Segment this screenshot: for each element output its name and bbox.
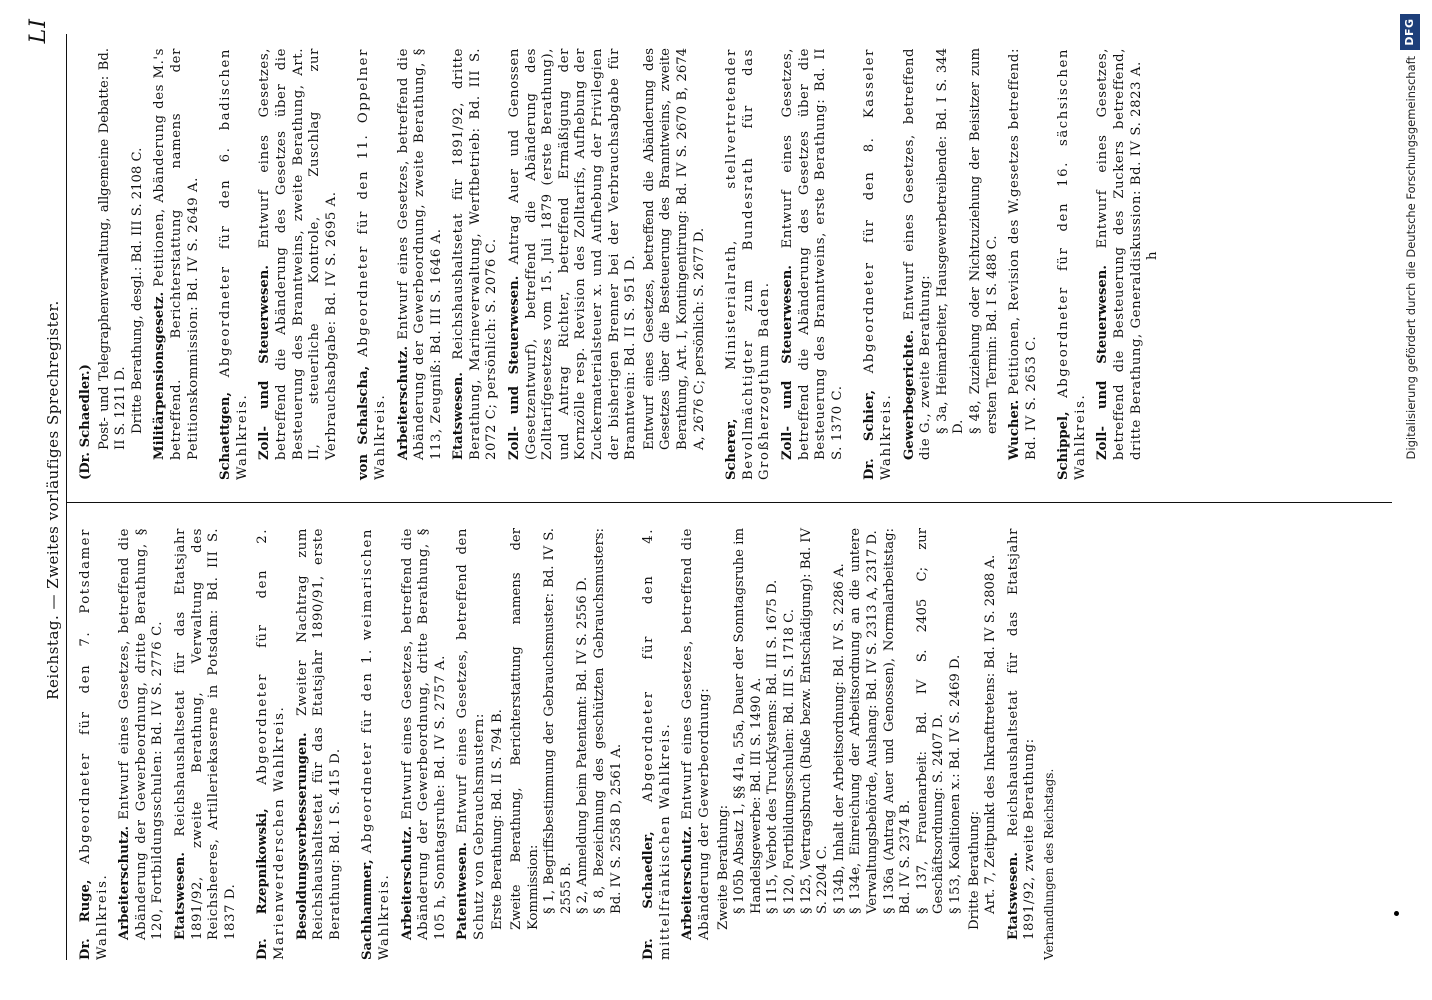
speaker-role: Ministerialrath, stellvertretender Bevollmächtigter zum Bundesrath für das Großherzogthum Baden. xyxy=(724,48,773,480)
speaker-role: Abgeordneter für den 6. badischen Wahlkreis. xyxy=(218,48,250,480)
reference-line: § 8, Bezeichnung des geschützten Gebrauchsmusters: Bd. IV S. 2558 D, 2561 A. xyxy=(592,528,624,914)
page-number: LI xyxy=(26,18,51,44)
speaker-entry-schaettgen xyxy=(218,48,340,480)
reference-text: Entwurf eines Gesetzes, betreffend die Abänderung der Gewerbeordnung, zweite Berathung, § 113, Zeugniß: Bd. III S. 1646 A. xyxy=(395,48,444,460)
reference-text: Antrag Auer und Genossen (Gesetzentwurf), betreffend die Abänderung des Zolltarifgesetzes vom 15. Juli 1879 (erste Berathung), und Antrag Richter, betreffend Ermäßigung der Kornzölle resp. Revision des Zolltarifs, Aufhebung der Zuckermaterialsteuer x. und Aufhebung der Privilegien der bisherigen Brenner bei der Verbrauchsabgabe für Branntwein: Bd. II S. 951 D. xyxy=(507,48,639,460)
reference-text: Zweiter Nachtrag zum Reichshaushaltsetat für das Etatsjahr 1890/91, erste Berathung: Bd. I S. 415 D. xyxy=(294,528,343,940)
speaker-name: Dr. Schaedler, xyxy=(641,831,657,960)
reference-line: Art. 7, Zeitpunkt des Inkrafttretens: Bd. IV S. 2808 A. xyxy=(983,554,999,914)
reference-text: Entwurf eines Gesetzes, betreffend die Abänderung des Gesetzes über die Besteuerung des Branntweins, zweite Berathung, Art. II, steuerliche Kontrole, Zuschlag zur Verbrauchsabgabe: Bd. IV S. 2695 A. xyxy=(257,48,339,460)
speaker-entry-schalscha xyxy=(356,48,708,480)
running-head: Reichstag. — Zweites vorläufiges Sprechregister. xyxy=(44,300,62,700)
topic-label: Arbeiterschutz. xyxy=(117,825,133,940)
topic-label: Arbeiterschutz. xyxy=(680,825,696,940)
signature-mark: h xyxy=(1145,251,1161,260)
reference-line: Dritte Berathung, desgl.: Bd. III S. 2108 C. xyxy=(129,147,145,434)
speaker-name: Dr. Ruge, xyxy=(78,879,93,960)
reference-text: Entwurf eines Gesetzes, betreffend die Abänderung des Gesetzes über die Besteuerung des Branntweins, erste Berathung: Bd. II S. 1370 C. xyxy=(779,48,845,460)
reference-line: § 115, Verbot des Truckſystems: Bd. III S. 1675 D. xyxy=(765,579,781,914)
reference-line: Entwurf eines Gesetzes, betreffend die Abänderung des Gesetzes über die Besteuerung des Branntweins, zweite Berathung, Art. I, Kontingentirung: Bd. IV S. 2670 B, 2674 A, 2676 C; persönlich: S. 2677 D. xyxy=(641,48,707,450)
speaker-entry-schier xyxy=(862,48,1040,480)
right-column xyxy=(78,48,1178,480)
reference-text: Petitionen, Revision des W.gesetzes betreffend: Bd. IV S. 2653 C. xyxy=(1007,48,1039,460)
topic-label: Etatswesen. xyxy=(451,372,467,460)
speaker-name: Sachhammer, xyxy=(360,859,376,960)
reference-text: Petitionen, Abänderung des M.'s betreffend. Berichterstattung namens der Petitionskommission: Bd. IV S. 2649 A. xyxy=(152,48,201,460)
reference-line: Post- und Telegraphenverwaltung, allgemeine Debatte: Bd. II S. 1211 D. xyxy=(96,48,129,450)
digitization-notice xyxy=(1396,10,1426,990)
reference-line: Dritte Berathung: xyxy=(966,810,982,930)
speaker-name: Dr. Rzepnikowski, xyxy=(255,808,271,960)
speaker-entry-schaedler xyxy=(641,528,1057,960)
speaker-role: Abgeordneter für den 11. Oppelner Wahlkreis. xyxy=(356,48,388,480)
column-divider xyxy=(66,502,1392,503)
speaker-entry-schaedler-continued xyxy=(78,48,202,480)
speaker-name: von Schalscha, xyxy=(356,365,372,480)
reference-line: § 125, Vertragsbruch (Buße bezw. Entschädigung): Bd. IV S. 2204 C. xyxy=(798,528,831,914)
topic-label: Zoll- und Steuerwesen. xyxy=(1095,265,1111,460)
reference-text: Reichshaushaltsetat für das Etatsjahr 1891/92, zweite Berathung: xyxy=(1005,528,1038,940)
scan-speck xyxy=(1394,911,1399,916)
speaker-role: Abgeordneter für den 2. Marienwerderschen Wahlkreis. xyxy=(255,528,287,960)
speaker-role: Abgeordneter für den 1. weimarischen Wahlkreis. xyxy=(360,528,392,960)
speaker-name: (Dr. Schaedler.) xyxy=(78,364,93,480)
speaker-entry-ruge xyxy=(78,528,239,960)
reference-text: Reichshaushaltsetat für das Etatsjahr 1891/92, zweite Berathung, Verwaltung des Reichsheeres, Artilleriekaserne in Potsdam: Bd. III S. 1837 D. xyxy=(172,528,238,940)
speaker-entry-rzepnikowski xyxy=(255,528,344,960)
speaker-entry-scherer xyxy=(724,48,846,480)
reference-line: § 136a (Antrag Auer und Genossen), Normalarbeitstag: Bd. IV S. 2374 B. xyxy=(881,528,914,914)
reference-line: Zweite Berathung, Berichterstattung namens der Kommission: xyxy=(509,528,541,930)
footer-note: Verhandlungen des Reichstags. xyxy=(1041,768,1056,960)
topic-label: Zoll- und Steuerwesen. xyxy=(257,265,273,460)
topic-label: Militärpensionsgesetz. xyxy=(152,291,168,460)
topic-label: Etatswesen. xyxy=(1005,852,1021,940)
reference-line: § 1, Begriffsbestimmung der Gebrauchsmuster: Bd. IV S. 2555 B. xyxy=(542,528,574,914)
left-column xyxy=(78,528,1073,960)
topic-label: Patentwesen. xyxy=(455,841,471,940)
reference-line: § 153, Koalitionen x.: Bd. IV S. 2469 D. xyxy=(947,654,963,914)
topic-label: Gewerbegerichte. xyxy=(901,329,917,460)
reference-line: Zweite Berathung: xyxy=(715,804,731,930)
topic-label: Etatswesen. xyxy=(172,852,188,940)
reference-text: Reichshaushaltsetat für 1891/92, dritte Berathung, Marineverwaltung, Werftbetrieb: Bd. III S. 2072 C; persönlich: S. 2076 C. xyxy=(451,48,500,460)
reference-line: § 48, Zuziehung oder Nichtzuziehung der Beisitzer zum ersten Termin: Bd. I S. 488 C. xyxy=(967,48,1000,434)
topic-label: Zoll- und Steuerwesen. xyxy=(779,265,795,460)
reference-line: § 134e, Einreichung der Arbeitsordnung an die untere Verwaltungsbehörde, Aushang: Bd. IV S. 2313 A, 2317 D. xyxy=(848,528,880,914)
speaker-entry-sachhammer xyxy=(360,528,625,960)
topic-label: Arbeiterschutz. xyxy=(395,345,411,460)
reference-text: Entwurf eines Gesetzes, betreffend die Abänderung der Gewerbeordnung: xyxy=(680,528,712,940)
speaker-name: Schaettgen, xyxy=(218,391,234,480)
dfg-notice-text: Digitalisierung gefördert durch die Deutsche Forschungsgemeinschaft xyxy=(1404,56,1418,460)
reference-line: § 2, Anmeldung beim Patentamt: Bd. IV S. 2556 D. xyxy=(575,576,591,914)
speaker-role: Abgeordneter für den 8. Kasseler Wahlkreis. xyxy=(862,47,894,480)
speaker-entry-schippel xyxy=(1056,48,1162,480)
topic-label: Wucher. xyxy=(1007,399,1023,460)
reference-text: Entwurf eines Gesetzes, betreffend die G., zweite Berathung: xyxy=(901,48,934,460)
reference-line: Erste Berathung: Bd. II S. 794 B. xyxy=(490,709,506,930)
reference-text: Entwurf eines Gesetzes, betreffend die Abänderung der Gewerbeordnung, dritte Berathung, § 120, Fortbildungsschulen: Bd. IV S. 2776 C. xyxy=(117,528,166,940)
speaker-name: Scherer, xyxy=(724,418,740,480)
reference-line: § 3a, Heimarbeiter, Hausgewerbetreibende: Bd. I S. 344 D. xyxy=(934,48,967,434)
page-header xyxy=(0,0,90,1000)
speaker-role: Abgeordneter für den 16. sächsischen Wahlkreis. xyxy=(1056,48,1088,480)
reference-line: § 105b Absatz 1, §§ 41a, 55a, Dauer der Sonntagsruhe im Handelsgewerbe: Bd. III S. 1490 A. xyxy=(732,528,764,914)
reference-line: § 134b, Inhalt der Arbeitsordnung: Bd. IV S. 2286 A. xyxy=(831,563,847,914)
dfg-logo: DFG xyxy=(1400,14,1420,50)
speaker-role: Abgeordneter für den 7. Potsdamer Wahlkreis. xyxy=(78,528,110,960)
speaker-role: Abgeordneter für den 4. mittelfränkischen Wahlkreis. xyxy=(641,528,673,960)
reference-line: § 120, Fortbildungsschulen: Bd. III S. 1718 C. xyxy=(781,609,797,914)
topic-label: Besoldungsverbesserungen. xyxy=(294,732,310,940)
topic-label: Zoll- und Steuerwesen. xyxy=(507,275,523,460)
reference-text: Entwurf eines Gesetzes, betreffend den Schutz von Gebrauchsmustern: xyxy=(455,528,487,940)
reference-line: § 137, Frauenarbeit: Bd. IV S. 2405 C; zur Geschäftsordnung: S. 2407 D. xyxy=(914,528,947,914)
reference-text: Entwurf eines Gesetzes, betreffend die Abänderung der Gewerbeordnung, dritte Berathung, § 105 h, Sonntagsruhe: Bd. IV S. 2757 A. xyxy=(399,528,448,940)
header-rule xyxy=(66,34,67,960)
topic-label: Arbeiterschutz. xyxy=(399,825,415,940)
speaker-name: Schippel, xyxy=(1056,411,1072,480)
speaker-name: Dr. Schier, xyxy=(862,389,878,480)
reference-text: Entwurf eines Gesetzes, betreffend die Besteuerung des Zuckers betreffend, dritte Berathung, Generaldiskussion: Bd. IV S. 2823 A. xyxy=(1095,48,1144,460)
